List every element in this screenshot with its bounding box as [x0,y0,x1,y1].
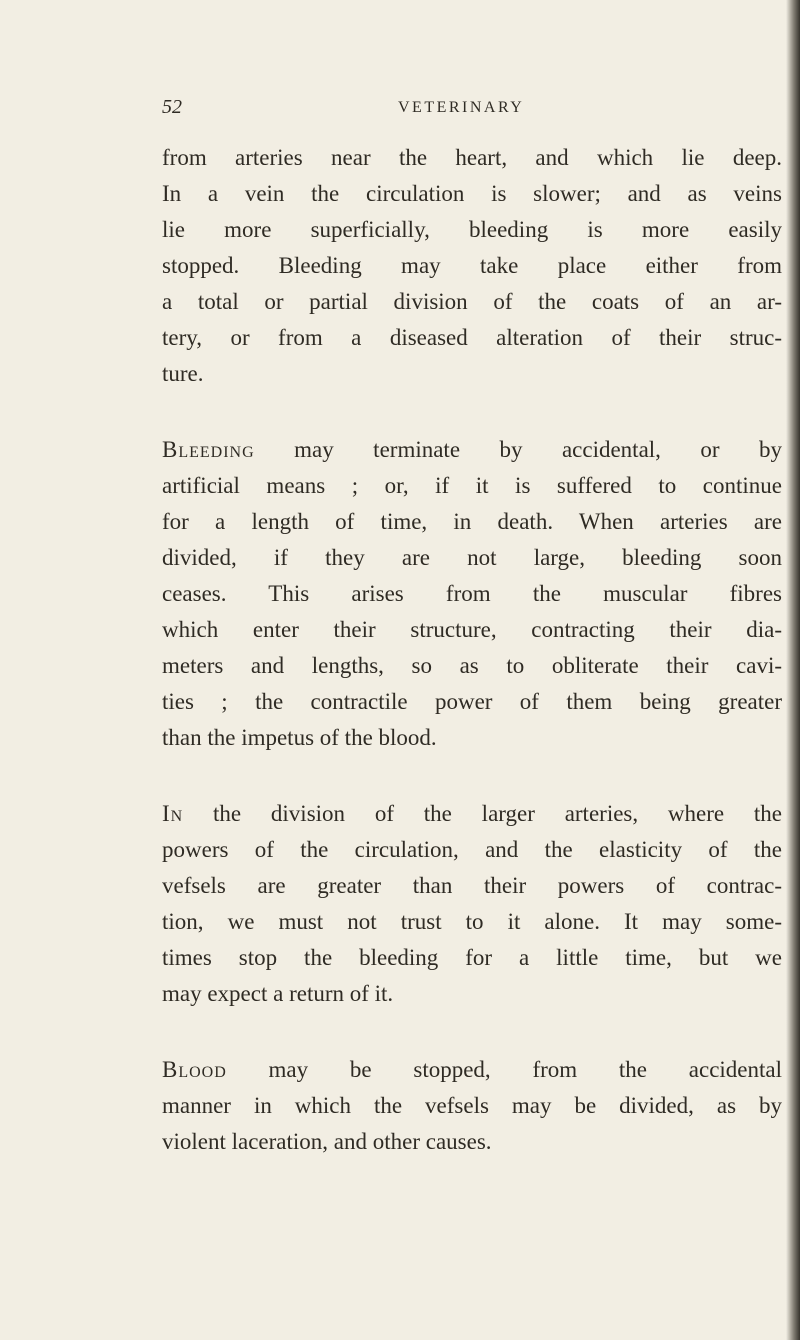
text-line: artificial means ; or, if it is suffered to continue [162,473,782,498]
text-line: for a length of time, in death. When arteries are [162,509,782,534]
text-line: In a vein the circulation is slower; and as veins [162,181,782,206]
text-line: lie more superficially, bleeding is more easily [162,217,782,242]
paragraph-lead-word: Blood [162,1057,227,1082]
text-line: vefsels are greater than their powers of contrac- [162,873,782,898]
paragraph-3 [162,796,782,1012]
text-line-rest: may terminate by accidental, or by [294,437,782,462]
page-header [162,96,682,126]
text-line: violent laceration, and other causes. [162,1129,492,1154]
text-line [162,796,782,832]
text-line: which enter their structure, contracting their dia- [162,617,782,642]
paragraph-lead-word: Bleeding [162,437,255,462]
text-line: a total or partial division of the coats of an ar- [162,289,782,314]
paragraph-lead-word: In [162,801,184,826]
text-line-rest: the division of the larger arteries, where the [213,801,782,826]
text-line: times stop the bleeding for a little time, but we [162,945,782,970]
text-line-rest: may be stopped, from the accidental [268,1057,782,1082]
page-edge-shadow [786,0,800,1340]
text-line: stopped. Bleeding may take place either from [162,253,782,278]
text-line: from arteries near the heart, and which lie deep. [162,145,782,170]
text-line: divided, if they are not large, bleeding soon [162,545,782,570]
text-line: meters and lengths, so as to obliterate their cavi- [162,653,782,678]
text-line: than the impetus of the blood. [162,725,437,750]
text-line: ceases. This arises from the muscular fibres [162,581,782,606]
text-line: ties ; the contractile power of them being greater [162,689,782,714]
paragraph-4 [162,1052,782,1160]
text-line: may expect a return of it. [162,981,394,1006]
page-number: 52 [162,96,182,118]
text-line: ture. [162,361,204,386]
paragraph-1 [162,140,782,392]
text-line [162,1052,782,1088]
running-head: VETERINARY [398,99,525,116]
text-line: tery, or from a diseased alteration of their struc- [162,325,782,350]
text-line: manner in which the vefsels may be divided, as by [162,1093,782,1118]
body-text [162,140,782,1160]
text-line: powers of the circulation, and the elasticity of the [162,837,782,862]
text-line: tion, we must not trust to it alone. It may some- [162,909,782,934]
text-line [162,432,782,468]
paragraph-2 [162,432,782,756]
